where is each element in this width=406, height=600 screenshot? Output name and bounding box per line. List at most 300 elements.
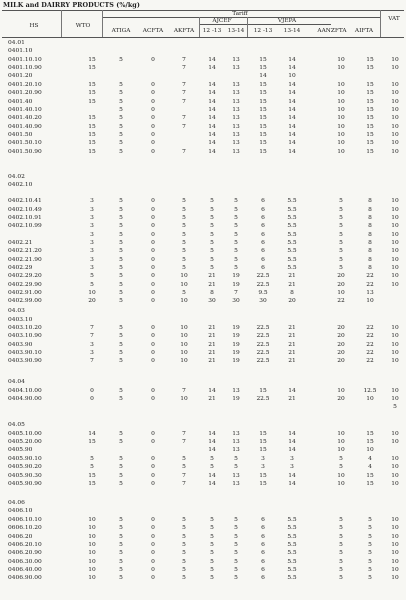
hs-code-cell: 0405.20.00 bbox=[8, 439, 42, 445]
header-acfta: ACFTA bbox=[142, 28, 164, 34]
header-vjepa-y2: 13-14 bbox=[283, 28, 301, 34]
tariff-cell-acfta: 0 bbox=[151, 550, 155, 556]
tariff-cell-aj1: 5 bbox=[210, 517, 214, 523]
tariff-cell-atiga: 5 bbox=[119, 550, 123, 556]
hs-code-cell: 0402.10.91 bbox=[8, 215, 42, 221]
tariff-cell-aifta: 15 bbox=[366, 481, 374, 487]
tariff-cell-aanz: 5 bbox=[339, 248, 343, 254]
tariff-cell-acfta: 0 bbox=[151, 567, 155, 573]
tariff-cell-aanz: 10 bbox=[337, 65, 345, 71]
tariff-cell-akfta: 7 bbox=[182, 473, 186, 479]
tariff-cell-vj1: 15 bbox=[259, 132, 267, 138]
tariff-cell-aifta: 8 bbox=[368, 198, 372, 204]
tariff-cell-acfta: 0 bbox=[151, 534, 155, 540]
tariff-cell-akfta: 10 bbox=[180, 273, 188, 279]
tariff-cell-aifta: 5 bbox=[368, 517, 372, 523]
tariff-cell-aj2: 5 bbox=[234, 575, 238, 581]
tariff-cell-aifta: 15 bbox=[366, 107, 374, 113]
tariff-cell-wto: 3 bbox=[90, 240, 94, 246]
tariff-cell-aifta: 5 bbox=[368, 559, 372, 565]
tariff-cell-aj1: 5 bbox=[210, 265, 214, 271]
tariff-cell-wto: 14 bbox=[88, 431, 96, 437]
tariff-cell-vat: 10 bbox=[391, 431, 399, 437]
hs-code-cell: 0406.10 bbox=[8, 508, 33, 514]
tariff-cell-aifta: 15 bbox=[366, 99, 374, 105]
hs-code-cell: 0402.10.99 bbox=[8, 223, 42, 229]
tariff-cell-vat: 10 bbox=[391, 525, 399, 531]
tariff-cell-wto: 5 bbox=[90, 456, 94, 462]
tariff-cell-aifta: 22 bbox=[366, 282, 374, 288]
tariff-cell-acfta: 0 bbox=[151, 132, 155, 138]
tariff-cell-atiga: 5 bbox=[119, 149, 123, 155]
tariff-cell-aj2: 13 bbox=[232, 107, 240, 113]
tariff-cell-akfta: 7 bbox=[182, 99, 186, 105]
hs-code-cell: 0406.20 bbox=[8, 534, 33, 540]
tariff-cell-atiga: 5 bbox=[119, 265, 123, 271]
tariff-cell-akfta: 5 bbox=[182, 517, 186, 523]
tariff-cell-vj1: 15 bbox=[259, 82, 267, 88]
hs-code-cell: 0402.29.90 bbox=[8, 282, 42, 288]
tariff-cell-vj1: 15 bbox=[259, 447, 267, 453]
tariff-cell-vat: 10 bbox=[391, 567, 399, 573]
tariff-cell-aifta: 22 bbox=[366, 333, 374, 339]
header-vat: VAT bbox=[388, 16, 400, 22]
tariff-cell-aj1: 5 bbox=[210, 207, 214, 213]
tariff-cell-vat: 10 bbox=[391, 265, 399, 271]
tariff-cell-vj1: 15 bbox=[259, 57, 267, 63]
tariff-cell-acfta: 0 bbox=[151, 107, 155, 113]
tariff-cell-aanz: 5 bbox=[339, 559, 343, 565]
tariff-cell-vj2: 21 bbox=[288, 358, 296, 364]
tariff-cell-aifta: 15 bbox=[366, 140, 374, 146]
tariff-cell-aj1: 5 bbox=[210, 525, 214, 531]
tariff-cell-aj2: 19 bbox=[232, 333, 240, 339]
hs-code-cell: 0401.40 bbox=[8, 99, 33, 105]
tariff-cell-vj2: 21 bbox=[288, 333, 296, 339]
header-aifta: AIFTA bbox=[354, 28, 374, 34]
tariff-cell-vj1: 6 bbox=[261, 257, 265, 263]
tariff-cell-akfta: 5 bbox=[182, 456, 186, 462]
tariff-cell-vj1: 6 bbox=[261, 198, 265, 204]
tariff-cell-vj1: 15 bbox=[259, 149, 267, 155]
tariff-cell-aj2: 13 bbox=[232, 439, 240, 445]
tariff-cell-acfta: 0 bbox=[151, 57, 155, 63]
tariff-cell-vj2: 5.5 bbox=[287, 215, 297, 221]
tariff-cell-akfta: 5 bbox=[182, 542, 186, 548]
tariff-cell-aj2: 5 bbox=[234, 223, 238, 229]
tariff-cell-aj1: 8 bbox=[210, 290, 214, 296]
hs-code-cell: 0405.10.00 bbox=[8, 431, 42, 437]
hs-code-cell: 0402.21.90 bbox=[8, 257, 42, 263]
document-title: MILK and DAIRRY PRODUCTS (%/kg) bbox=[3, 1, 140, 9]
tariff-cell-akfta: 5 bbox=[182, 464, 186, 470]
tariff-cell-aanz: 10 bbox=[337, 447, 345, 453]
tariff-cell-vj2: 21 bbox=[288, 350, 296, 356]
tariff-cell-aj2: 13 bbox=[232, 447, 240, 453]
tariff-cell-aj2: 5 bbox=[234, 559, 238, 565]
tariff-cell-acfta: 0 bbox=[151, 90, 155, 96]
tariff-cell-aj2: 7 bbox=[234, 290, 238, 296]
tariff-cell-aj1: 5 bbox=[210, 223, 214, 229]
tariff-cell-aj1: 14 bbox=[208, 90, 216, 96]
tariff-cell-aifta: 15 bbox=[366, 431, 374, 437]
tariff-cell-aj2: 5 bbox=[234, 248, 238, 254]
tariff-cell-vj1: 6 bbox=[261, 575, 265, 581]
tariff-cell-vat: 10 bbox=[391, 464, 399, 470]
tariff-cell-vat: 10 bbox=[391, 517, 399, 523]
tariff-cell-aifta: 22 bbox=[366, 342, 374, 348]
tariff-cell-acfta: 0 bbox=[151, 140, 155, 146]
tariff-cell-aanz: 20 bbox=[337, 273, 345, 279]
tariff-cell-akfta: 7 bbox=[182, 439, 186, 445]
tariff-cell-atiga: 5 bbox=[119, 115, 123, 121]
hs-code-cell: 0405.90.20 bbox=[8, 464, 42, 470]
tariff-cell-wto: 0 bbox=[90, 388, 94, 394]
tariff-cell-atiga: 5 bbox=[119, 290, 123, 296]
tariff-cell-aifta: 15 bbox=[366, 473, 374, 479]
tariff-cell-vat: 10 bbox=[391, 65, 399, 71]
tariff-cell-wto: 10 bbox=[88, 517, 96, 523]
tariff-cell-aanz: 10 bbox=[337, 439, 345, 445]
hs-code-cell: 0401.50.90 bbox=[8, 149, 42, 155]
tariff-cell-wto: 3 bbox=[90, 248, 94, 254]
tariff-cell-vj1: 22.5 bbox=[256, 273, 270, 279]
tariff-cell-atiga: 5 bbox=[119, 282, 123, 288]
tariff-cell-vat: 10 bbox=[391, 140, 399, 146]
tariff-cell-vat: 10 bbox=[391, 358, 399, 364]
tariff-cell-wto: 3 bbox=[90, 257, 94, 263]
tariff-cell-aj1: 5 bbox=[210, 559, 214, 565]
tariff-cell-aj2: 5 bbox=[234, 542, 238, 548]
tariff-cell-acfta: 0 bbox=[151, 481, 155, 487]
tariff-cell-akfta: 5 bbox=[182, 215, 186, 221]
tariff-cell-aanz: 10 bbox=[337, 481, 345, 487]
hs-code-cell: 0402.99.00 bbox=[8, 298, 42, 304]
tariff-cell-aifta: 8 bbox=[368, 223, 372, 229]
tariff-cell-wto: 3 bbox=[90, 232, 94, 238]
tariff-cell-wto: 10 bbox=[88, 290, 96, 296]
tariff-cell-aj1: 14 bbox=[208, 132, 216, 138]
tariff-cell-acfta: 0 bbox=[151, 265, 155, 271]
hs-code-cell: 0402.21.20 bbox=[8, 248, 42, 254]
tariff-cell-aifta: 10 bbox=[366, 298, 374, 304]
hs-code-cell: 04.02 bbox=[8, 174, 25, 180]
tariff-cell-vj1: 6 bbox=[261, 550, 265, 556]
tariff-cell-aanz: 10 bbox=[337, 82, 345, 88]
tariff-cell-acfta: 0 bbox=[151, 248, 155, 254]
tariff-cell-vj2: 5.5 bbox=[287, 542, 297, 548]
tariff-cell-vat: 10 bbox=[391, 325, 399, 331]
tariff-cell-wto: 10 bbox=[88, 575, 96, 581]
tariff-cell-vj1: 6 bbox=[261, 559, 265, 565]
tariff-cell-akfta: 5 bbox=[182, 257, 186, 263]
tariff-cell-acfta: 0 bbox=[151, 431, 155, 437]
tariff-cell-vat: 10 bbox=[391, 550, 399, 556]
tariff-cell-aj1: 21 bbox=[208, 350, 216, 356]
tariff-cell-atiga: 5 bbox=[119, 248, 123, 254]
tariff-cell-vat: 10 bbox=[391, 342, 399, 348]
tariff-cell-aj2: 19 bbox=[232, 350, 240, 356]
tariff-cell-aanz: 5 bbox=[339, 223, 343, 229]
tariff-cell-vj1: 15 bbox=[259, 431, 267, 437]
tariff-cell-aj1: 5 bbox=[210, 534, 214, 540]
tariff-cell-vj2: 14 bbox=[288, 481, 296, 487]
tariff-cell-atiga: 5 bbox=[119, 325, 123, 331]
hs-code-cell: 0406.90.00 bbox=[8, 575, 42, 581]
tariff-cell-aj2: 13 bbox=[232, 140, 240, 146]
tariff-cell-wto: 3 bbox=[90, 198, 94, 204]
tariff-cell-atiga: 5 bbox=[119, 82, 123, 88]
tariff-cell-vj2: 5.5 bbox=[287, 257, 297, 263]
tariff-cell-vj1: 6 bbox=[261, 248, 265, 254]
tariff-cell-acfta: 0 bbox=[151, 124, 155, 130]
tariff-cell-atiga: 5 bbox=[119, 90, 123, 96]
tariff-cell-vj1: 15 bbox=[259, 65, 267, 71]
tariff-cell-akfta: 7 bbox=[182, 149, 186, 155]
hs-code-cell: 0606.10.20 bbox=[8, 525, 42, 531]
tariff-cell-acfta: 0 bbox=[151, 342, 155, 348]
hs-code-cell: 0401.40.10 bbox=[8, 107, 42, 113]
tariff-cell-aj1: 21 bbox=[208, 342, 216, 348]
tariff-cell-akfta: 7 bbox=[182, 90, 186, 96]
tariff-cell-vj2: 14 bbox=[288, 132, 296, 138]
tariff-cell-vj1: 6 bbox=[261, 525, 265, 531]
tariff-cell-akfta: 5 bbox=[182, 559, 186, 565]
tariff-cell-vj1: 22.5 bbox=[256, 350, 270, 356]
tariff-cell-aanz: 20 bbox=[337, 333, 345, 339]
hs-code-cell: 0405.90.90 bbox=[8, 481, 42, 487]
tariff-cell-aifta: 5 bbox=[368, 542, 372, 548]
tariff-cell-acfta: 0 bbox=[151, 223, 155, 229]
tariff-cell-acfta: 0 bbox=[151, 82, 155, 88]
tariff-cell-aanz: 20 bbox=[337, 350, 345, 356]
tariff-cell-aj2: 5 bbox=[234, 550, 238, 556]
header-ajcef-y2: 13-14 bbox=[227, 28, 245, 34]
tariff-cell-acfta: 0 bbox=[151, 198, 155, 204]
tariff-cell-vj2: 21 bbox=[288, 282, 296, 288]
tariff-cell-aanz: 10 bbox=[337, 473, 345, 479]
tariff-cell-aifta: 8 bbox=[368, 248, 372, 254]
tariff-cell-aifta: 15 bbox=[366, 124, 374, 130]
tariff-cell-vat: 10 bbox=[391, 388, 399, 394]
tariff-cell-acfta: 0 bbox=[151, 282, 155, 288]
tariff-cell-aj1: 5 bbox=[210, 232, 214, 238]
tariff-cell-atiga: 5 bbox=[119, 232, 123, 238]
tariff-cell-vj1: 6 bbox=[261, 215, 265, 221]
tariff-cell-vj1: 15 bbox=[259, 115, 267, 121]
tariff-cell-vj1: 15 bbox=[259, 473, 267, 479]
tariff-cell-akfta: 10 bbox=[180, 358, 188, 364]
tariff-cell-vat: 10 bbox=[391, 273, 399, 279]
tariff-cell-vj1: 15 bbox=[259, 439, 267, 445]
tariff-cell-aj1: 14 bbox=[208, 388, 216, 394]
tariff-cell-vj2: 5.5 bbox=[287, 575, 297, 581]
tariff-cell-acfta: 0 bbox=[151, 240, 155, 246]
tariff-cell-wto: 15 bbox=[88, 149, 96, 155]
tariff-cell-vat: 10 bbox=[391, 149, 399, 155]
hs-code-cell: 04.04 bbox=[8, 379, 25, 385]
header-vjepa: VJEPA bbox=[277, 18, 297, 24]
header-tariff: Tariff bbox=[232, 11, 248, 17]
tariff-cell-aifta: 12.5 bbox=[363, 388, 377, 394]
tariff-cell-aifta: 8 bbox=[368, 240, 372, 246]
hs-code-cell: 0403.90.90 bbox=[8, 358, 42, 364]
tariff-cell-aj1: 14 bbox=[208, 107, 216, 113]
tariff-cell-atiga: 5 bbox=[119, 198, 123, 204]
tariff-cell-vj2: 14 bbox=[288, 439, 296, 445]
tariff-cell-atiga: 5 bbox=[119, 534, 123, 540]
tariff-cell-aj2: 5 bbox=[234, 207, 238, 213]
tariff-cell-aj1: 21 bbox=[208, 396, 216, 402]
hs-code-cell: 0401.10 bbox=[8, 48, 33, 54]
tariff-cell-vat: 5 bbox=[393, 404, 397, 410]
tariff-cell-atiga: 5 bbox=[119, 456, 123, 462]
tariff-cell-wto: 15 bbox=[88, 57, 96, 63]
tariff-cell-vat: 10 bbox=[391, 282, 399, 288]
tariff-cell-aifta: 15 bbox=[366, 439, 374, 445]
tariff-cell-vj1: 3 bbox=[261, 456, 265, 462]
tariff-cell-vj2: 5.5 bbox=[287, 223, 297, 229]
tariff-cell-akfta: 7 bbox=[182, 57, 186, 63]
tariff-cell-vat: 10 bbox=[391, 575, 399, 581]
tariff-cell-wto: 5 bbox=[90, 282, 94, 288]
hs-code-cell: 0403.10.20 bbox=[8, 325, 42, 331]
tariff-cell-aj2: 5 bbox=[234, 525, 238, 531]
tariff-cell-aj1: 14 bbox=[208, 82, 216, 88]
tariff-cell-wto: 10 bbox=[88, 534, 96, 540]
tariff-cell-wto: 15 bbox=[88, 124, 96, 130]
tariff-cell-vj2: 14 bbox=[288, 65, 296, 71]
hs-code-cell: 0405.90 bbox=[8, 447, 33, 453]
tariff-cell-aanz: 5 bbox=[339, 456, 343, 462]
tariff-cell-akfta: 10 bbox=[180, 396, 188, 402]
tariff-cell-aifta: 8 bbox=[368, 257, 372, 263]
tariff-cell-aj2: 5 bbox=[234, 567, 238, 573]
tariff-cell-vj2: 5.5 bbox=[287, 240, 297, 246]
tariff-cell-aifta: 4 bbox=[368, 464, 372, 470]
tariff-cell-aanz: 5 bbox=[339, 215, 343, 221]
tariff-cell-acfta: 0 bbox=[151, 350, 155, 356]
tariff-cell-vj2: 21 bbox=[288, 342, 296, 348]
tariff-cell-aanz: 10 bbox=[337, 140, 345, 146]
tariff-cell-aj2: 5 bbox=[234, 464, 238, 470]
tariff-cell-atiga: 5 bbox=[119, 567, 123, 573]
tariff-cell-akfta: 5 bbox=[182, 232, 186, 238]
tariff-cell-vat: 10 bbox=[391, 473, 399, 479]
tariff-cell-aifta: 5 bbox=[368, 567, 372, 573]
tariff-cell-vj1: 15 bbox=[259, 481, 267, 487]
tariff-cell-akfta: 5 bbox=[182, 223, 186, 229]
tariff-cell-atiga: 5 bbox=[119, 517, 123, 523]
tariff-cell-wto: 15 bbox=[88, 115, 96, 121]
tariff-cell-aifta: 4 bbox=[368, 456, 372, 462]
tariff-cell-akfta: 10 bbox=[180, 325, 188, 331]
tariff-cell-vj1: 6 bbox=[261, 240, 265, 246]
tariff-cell-acfta: 0 bbox=[151, 358, 155, 364]
hs-code-cell: 0402.10 bbox=[8, 182, 33, 188]
tariff-cell-aanz: 5 bbox=[339, 525, 343, 531]
tariff-cell-aj2: 5 bbox=[234, 456, 238, 462]
header-vjepa-y1: 12 -13 bbox=[253, 28, 273, 34]
tariff-cell-vj1: 6 bbox=[261, 232, 265, 238]
tariff-cell-aj2: 5 bbox=[234, 265, 238, 271]
tariff-cell-aanz: 10 bbox=[337, 115, 345, 121]
tariff-cell-aifta: 15 bbox=[366, 90, 374, 96]
tariff-cell-aj1: 5 bbox=[210, 464, 214, 470]
tariff-cell-wto: 7 bbox=[90, 333, 94, 339]
tariff-cell-aj2: 13 bbox=[232, 481, 240, 487]
tariff-cell-aj2: 13 bbox=[232, 57, 240, 63]
tariff-cell-wto: 15 bbox=[88, 65, 96, 71]
tariff-cell-acfta: 0 bbox=[151, 575, 155, 581]
tariff-cell-aj2: 5 bbox=[234, 240, 238, 246]
tariff-cell-akfta: 5 bbox=[182, 567, 186, 573]
tariff-cell-acfta: 0 bbox=[151, 207, 155, 213]
tariff-cell-aj2: 5 bbox=[234, 215, 238, 221]
tariff-cell-aj1: 30 bbox=[208, 298, 216, 304]
tariff-cell-vj2: 14 bbox=[288, 57, 296, 63]
tariff-cell-akfta: 10 bbox=[180, 282, 188, 288]
tariff-cell-vat: 10 bbox=[391, 396, 399, 402]
tariff-cell-atiga: 5 bbox=[119, 298, 123, 304]
tariff-cell-aj2: 13 bbox=[232, 82, 240, 88]
tariff-cell-aifta: 10 bbox=[366, 447, 374, 453]
tariff-cell-vj2: 14 bbox=[288, 140, 296, 146]
tariff-cell-vj1: 6 bbox=[261, 542, 265, 548]
tariff-cell-aanz: 20 bbox=[337, 358, 345, 364]
tariff-cell-acfta: 0 bbox=[151, 298, 155, 304]
hs-code-cell: 0401.20.10 bbox=[8, 82, 42, 88]
hs-code-cell: 0402.29.20 bbox=[8, 273, 42, 279]
tariff-cell-vj1: 22.5 bbox=[256, 333, 270, 339]
tariff-cell-aj1: 5 bbox=[210, 542, 214, 548]
tariff-cell-wto: 15 bbox=[88, 132, 96, 138]
hs-code-cell: 0403.10 bbox=[8, 317, 33, 323]
tariff-cell-aj1: 5 bbox=[210, 240, 214, 246]
tariff-cell-akfta: 7 bbox=[182, 431, 186, 437]
tariff-cell-akfta: 7 bbox=[182, 65, 186, 71]
hs-code-cell: 0404.90.00 bbox=[8, 396, 42, 402]
tariff-cell-aanz: 10 bbox=[337, 132, 345, 138]
hs-code-cell: 0402.21 bbox=[8, 240, 33, 246]
tariff-cell-vat: 10 bbox=[391, 223, 399, 229]
tariff-cell-atiga: 5 bbox=[119, 350, 123, 356]
tariff-cell-atiga: 5 bbox=[119, 223, 123, 229]
hs-code-cell: 0401.40.20 bbox=[8, 115, 42, 121]
tariff-cell-aanz: 5 bbox=[339, 198, 343, 204]
tariff-cell-aj2: 13 bbox=[232, 149, 240, 155]
tariff-cell-aifta: 15 bbox=[366, 82, 374, 88]
tariff-cell-aifta: 15 bbox=[366, 132, 374, 138]
hs-code-cell: 04.06 bbox=[8, 500, 25, 506]
tariff-cell-aifta: 13 bbox=[366, 290, 374, 296]
hs-code-cell: 0401.20 bbox=[8, 73, 33, 79]
hs-code-cell: 0406.10.10 bbox=[8, 517, 42, 523]
hs-code-cell: 0401.10.90 bbox=[8, 65, 42, 71]
tariff-cell-atiga: 5 bbox=[119, 240, 123, 246]
tariff-cell-aanz: 5 bbox=[339, 534, 343, 540]
tariff-cell-wto: 15 bbox=[88, 82, 96, 88]
tariff-cell-vj2: 14 bbox=[288, 431, 296, 437]
hs-code-cell: 0404.10.00 bbox=[8, 388, 42, 394]
tariff-cell-vj1: 15 bbox=[259, 124, 267, 130]
tariff-cell-aj1: 14 bbox=[208, 57, 216, 63]
tariff-cell-vat: 10 bbox=[391, 124, 399, 130]
tariff-cell-aifta: 10 bbox=[366, 396, 374, 402]
tariff-cell-vat: 10 bbox=[391, 456, 399, 462]
tariff-cell-acfta: 0 bbox=[151, 517, 155, 523]
tariff-cell-aj1: 5 bbox=[210, 248, 214, 254]
